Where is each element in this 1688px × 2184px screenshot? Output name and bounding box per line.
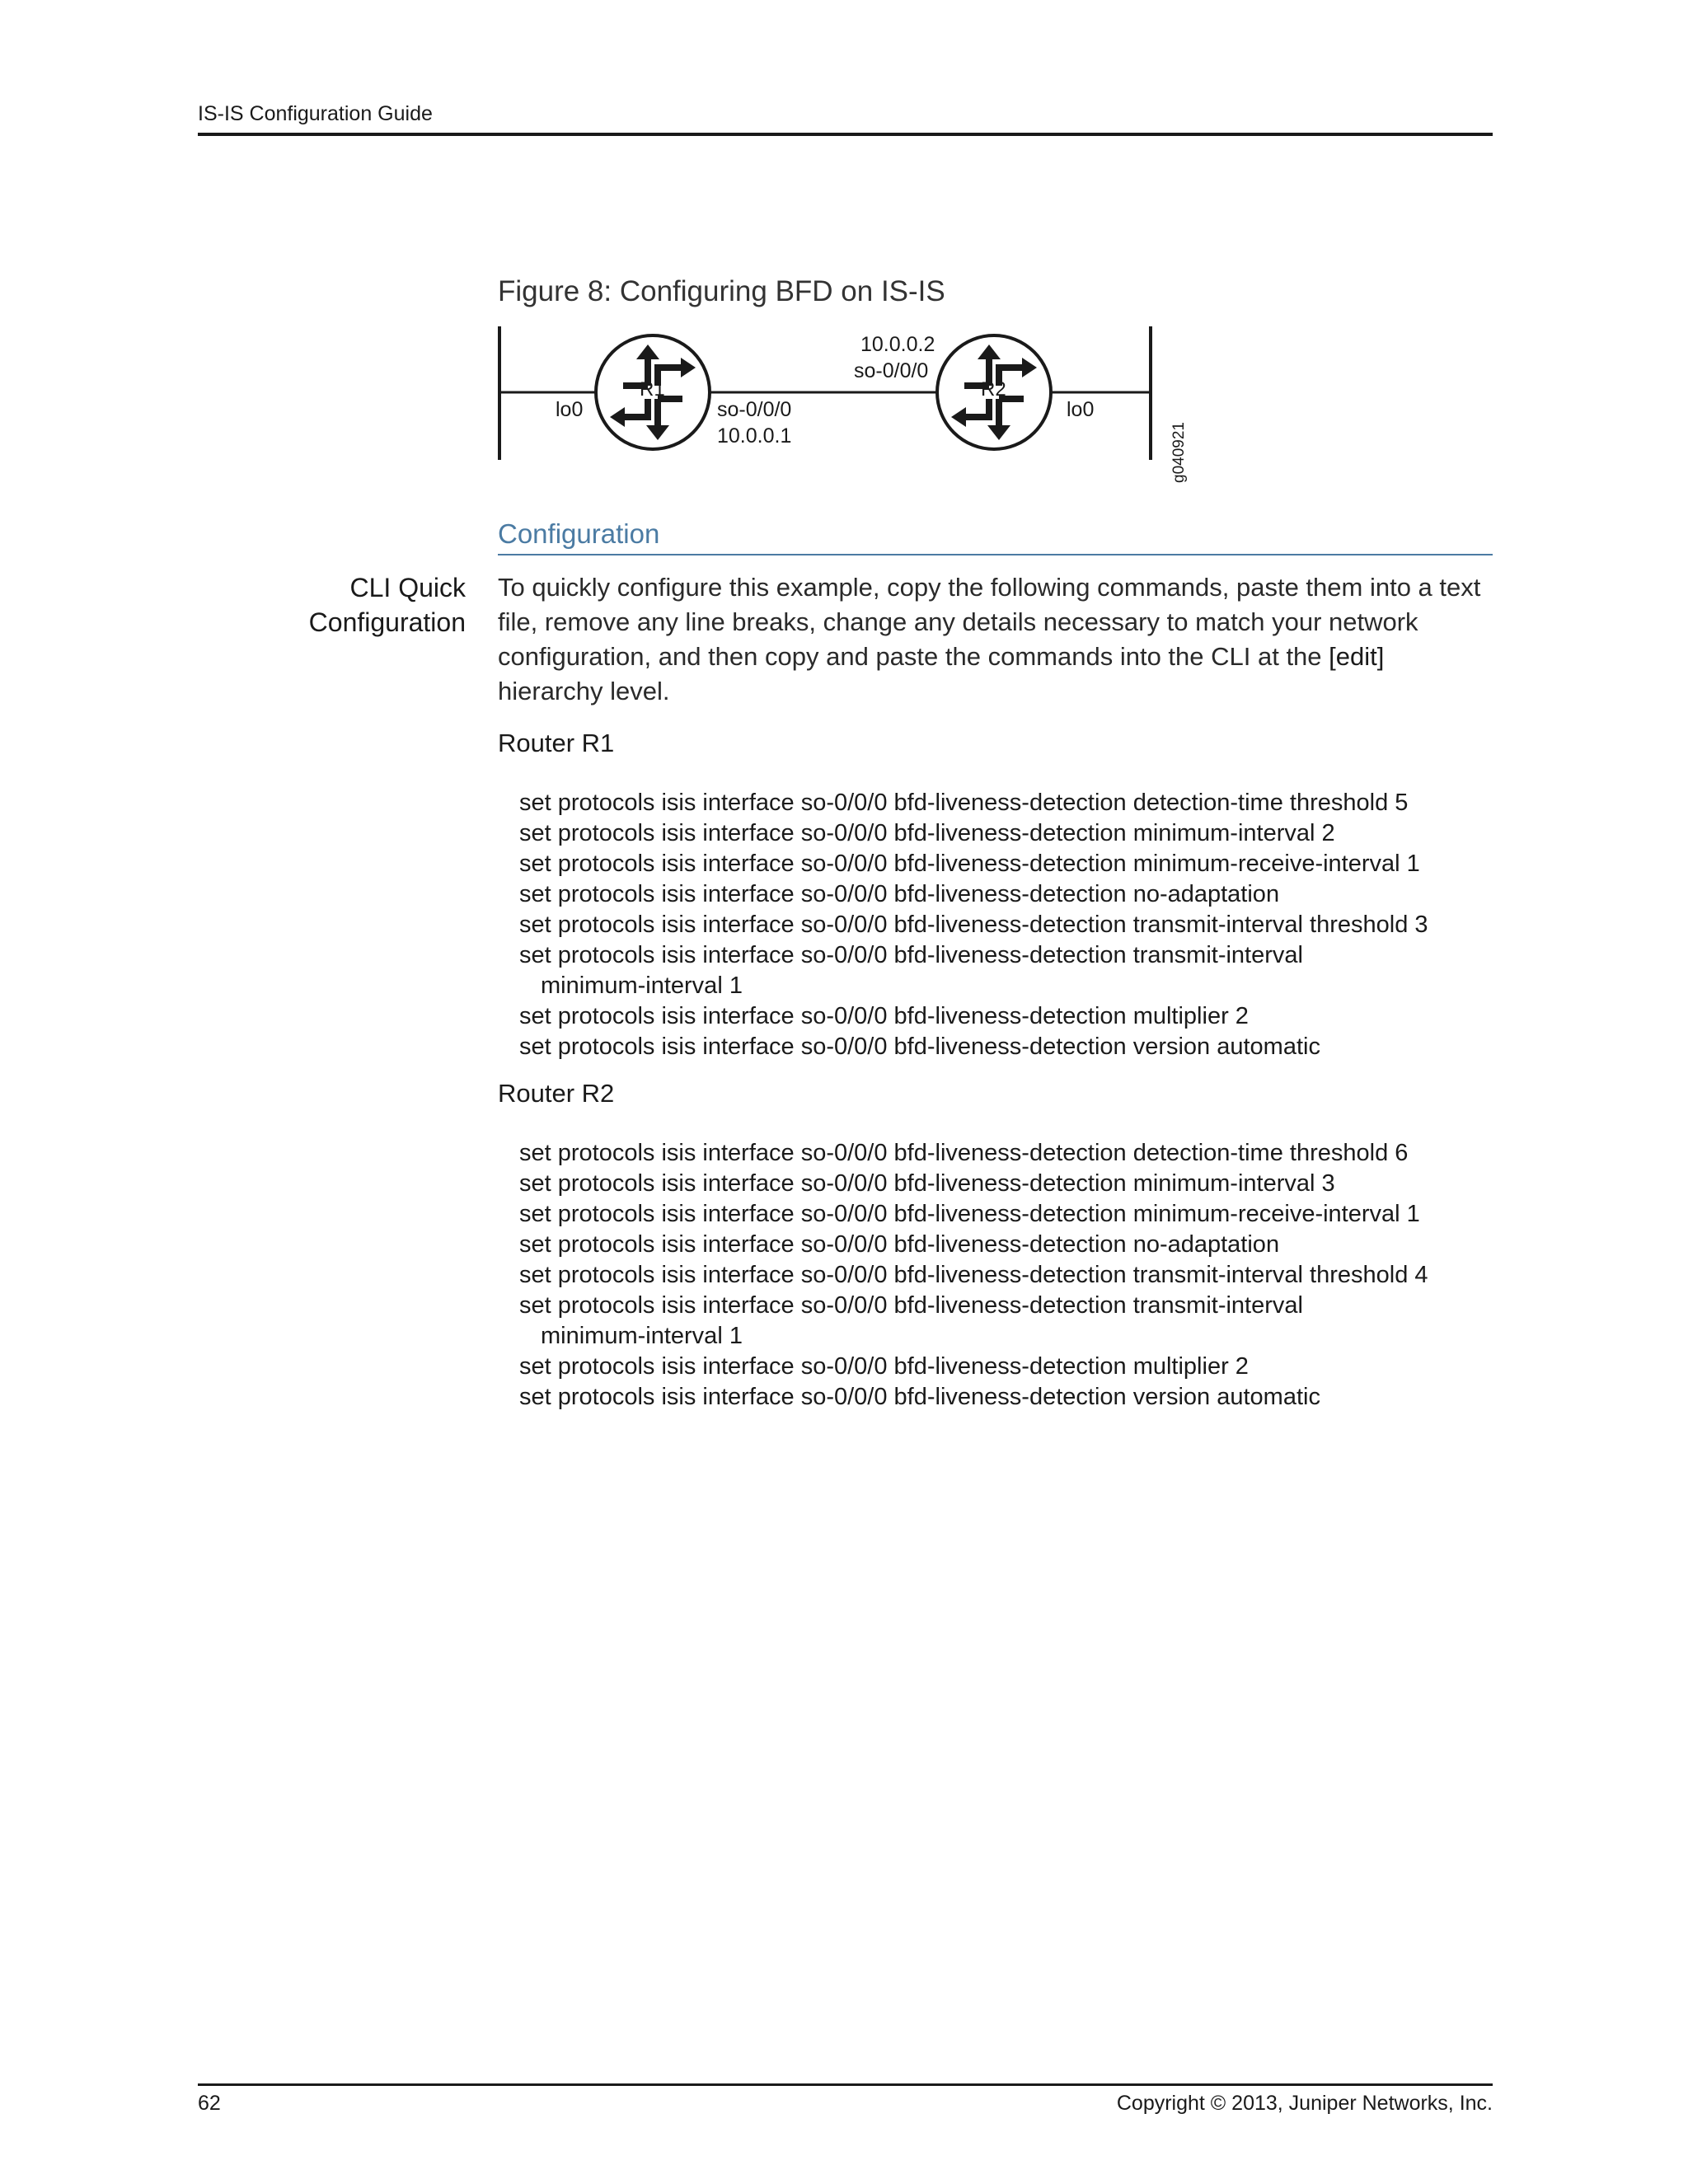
sidehead-line-1: CLI Quick	[349, 573, 466, 602]
code-line: set protocols isis interface so-0/0/0 bfd-liveness-detection transmit-interval threshold 4	[519, 1262, 1428, 1288]
r1-address-label: 10.0.0.1	[717, 424, 792, 448]
r1-loopback-label: lo0	[556, 398, 584, 421]
router-r1-commands	[519, 788, 1508, 1062]
code-line: set protocols isis interface so-0/0/0 bfd-liveness-detection version automatic	[519, 1033, 1320, 1060]
network-diagram	[491, 321, 1200, 494]
router-r1-heading: Router R1	[498, 729, 615, 757]
r2-interface-label: so-0/0/0	[854, 359, 929, 382]
code-line: set protocols isis interface so-0/0/0 bfd-liveness-detection multiplier 2	[519, 1003, 1249, 1029]
code-line: set protocols isis interface so-0/0/0 bfd-liveness-detection no-adaptation	[519, 881, 1280, 907]
code-line: set protocols isis interface so-0/0/0 bfd-liveness-detection transmit-interval	[519, 1292, 1303, 1319]
code-line: set protocols isis interface so-0/0/0 bfd-liveness-detection transmit-interval	[519, 942, 1303, 968]
r1-interface-label: so-0/0/0	[717, 398, 792, 421]
router-r2-label: R2	[981, 378, 1006, 401]
code-line: set protocols isis interface so-0/0/0 bfd-liveness-detection minimum-interval 2	[519, 820, 1335, 846]
code-line: set protocols isis interface so-0/0/0 bfd-liveness-detection transmit-interval threshold 3	[519, 912, 1428, 938]
running-header: IS-IS Configuration Guide	[198, 102, 433, 125]
code-line: set protocols isis interface so-0/0/0 bfd-liveness-detection multiplier 2	[519, 1353, 1249, 1380]
code-line: set protocols isis interface so-0/0/0 bfd-liveness-detection minimum-receive-interval 1	[519, 851, 1420, 877]
section-rule	[498, 554, 1493, 555]
r2-address-label: 10.0.0.2	[860, 333, 935, 356]
figure-id-label: g040921	[1170, 422, 1188, 483]
code-line: set protocols isis interface so-0/0/0 bfd-liveness-detection detection-time threshold 6	[519, 1140, 1409, 1166]
code-line: set protocols isis interface so-0/0/0 bfd-liveness-detection minimum-receive-interval 1	[519, 1201, 1420, 1227]
cli-quick-sidehead	[247, 570, 466, 640]
figure-caption: Figure 8: Configuring BFD on IS-IS	[498, 275, 945, 307]
header-rule	[198, 133, 1493, 136]
edit-keyword: [edit]	[1329, 642, 1385, 671]
copyright-notice: Copyright © 2013, Juniper Networks, Inc.	[1116, 2092, 1493, 2115]
router-r1-label: R1	[640, 378, 665, 401]
intro-text-after: hierarchy level.	[498, 677, 670, 705]
intro-text-before: To quickly configure this example, copy the following commands, paste them into a text file, remove any line breaks, change any details necessary to match your network configuration, and then copy and paste the commands into the CLI at the	[498, 573, 1481, 671]
code-line: set protocols isis interface so-0/0/0 bfd-liveness-detection no-adaptation	[519, 1231, 1280, 1258]
sidehead-line-2: Configuration	[308, 607, 466, 637]
intro-paragraph	[498, 570, 1495, 709]
footer-rule	[198, 2083, 1493, 2086]
code-line-continuation: minimum-interval 1	[541, 1323, 743, 1349]
router-r2-heading: Router R2	[498, 1079, 615, 1108]
code-line: set protocols isis interface so-0/0/0 bfd-liveness-detection detection-time threshold 5	[519, 790, 1409, 816]
router-r2-commands	[519, 1138, 1508, 1413]
code-line-continuation: minimum-interval 1	[541, 972, 743, 999]
code-line: set protocols isis interface so-0/0/0 bfd-liveness-detection version automatic	[519, 1384, 1320, 1410]
section-heading: Configuration	[498, 518, 660, 549]
page-number: 62	[198, 2092, 221, 2115]
r2-loopback-label: lo0	[1067, 398, 1095, 421]
code-line: set protocols isis interface so-0/0/0 bfd-liveness-detection minimum-interval 3	[519, 1170, 1335, 1197]
